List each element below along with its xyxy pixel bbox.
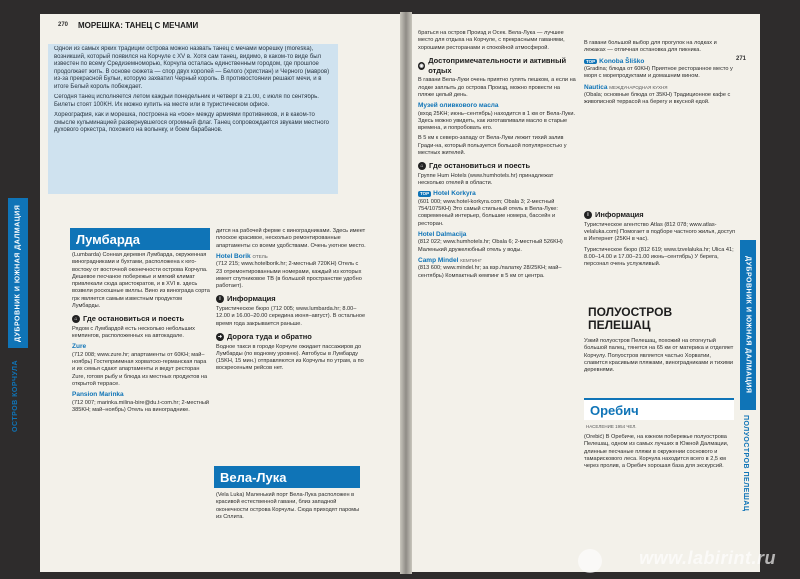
- stay-text-right: Группе Hum Hotels (www.humhotels.hr) принадлежат несколько отелей в области.: [418, 172, 554, 187]
- venue-borik-text: (712 215; www.hotelborik.hr; 2-местный 720KH) Отель с 23 отремонтированными номерами, каждый из которых имеет спутниковое ТВ (в большой пространстве удобно работает).: [216, 261, 362, 290]
- info-text: Туристическое бюро (712 005; www.lumbarda.hr; 8.00–12.00 и 16.00–20.00 середина июня–август). В остальное время года закрывается раньше.: [216, 306, 366, 327]
- subheading-info-right: i Информация: [584, 210, 736, 220]
- box-paragraph-1: Одной из самых ярких традиций острова можно назвать танец с мечами морешку (moreška), возникший, который появился на Корчуле с XV в. Хотя сам танец, видимо, в каком-то виде был известен по всему Средиземноморью, Корчула осталась единственным городом, где прошлое продолжает жить. В основе сюжета — спор двух королей — Белого (христиан) и Черного (мавров) из-за прекрасной Бульи, которую захватил Черный король. В противостоянии решают мечи, и в итоге Белый король побеждает.: [54, 46, 330, 90]
- venue-dalmacija: Hotel Dalmacija: [418, 230, 467, 238]
- venue-camp-mindel: Camp Mindel КЕМПИНГ: [418, 256, 482, 264]
- bed-icon: ⌂: [72, 315, 80, 323]
- watermark: www.labirint.ru: [639, 548, 776, 568]
- r-col2-top: В гавани большой выбор для прогулок на лодках и лежаках — отличная остановка для пикника.: [584, 40, 717, 54]
- venue-zure: Zure: [72, 343, 87, 351]
- subheading-stay: ⌂ Где остановиться и поесть: [72, 314, 210, 324]
- section-title-orebic: Оребич: [584, 398, 734, 420]
- venue-camp-text: (813 600; www.mindel.hr; за взр./палатку 28/25KH; май–сентябрь) Компактный кемпинг в 5 км от центра.: [418, 265, 562, 279]
- venue-zure-text: (712 008; www.zure.hr; апартаменты от 60KH; май–ноябрь) Гостеприимная хорватско-германская пара и их семья сдают апартаменты и ведут ресторан Zure, готовя рыбу и блюда из местных продуктов на открытой террасе.: [72, 351, 208, 387]
- info-icon: i: [584, 211, 592, 219]
- stay-intro: Рядом с Лумбардой есть несколько небольших кемпингов, расположенных на автокадале.: [72, 325, 195, 340]
- venue-nautica: Nautica МЕЖДУНАРОДНАЯ КУХНЯ: [584, 83, 668, 91]
- top-badge: TOP: [586, 58, 596, 64]
- vela-luka-intro: (Vela Luka) Маленький порт Вела-Лука расположен в красивой естественной гавани, близ западной оконечности острова Корчулы. Сюда приходят паромы из Сплита.: [216, 492, 360, 520]
- info-atlas: Туристическое агентство Atlas (812 078; www.atlas-velaluka.com) Помогает в подборе частного жилья, доступ в Интернет (25KH в час).: [584, 221, 736, 243]
- venue-borik: Hotel Borik ОТЕЛЬ: [216, 252, 268, 260]
- lumbarda-intro: (Lumbarda) Сонная деревня Лумбарда, окруженная виноградниками и бухтами, расположена к юго-востоку от восточной оконечности острова Корчула. Дешевое песчаное побережье и мягкий климат привлекали сюда аристократов, и в XVI в. здесь возвели роскошные виллы. Вино из винограда сорта грк является самым известным продуктом Лумбарды.: [72, 252, 210, 309]
- sidebar-subtab-right: ПОЛУОСТРОВ ПЕЛЕШАЦ: [742, 415, 749, 512]
- venue-nautica-text: (Obala; основные блюда от 35KH) Традиционное кафе с живописной террасой на берегу и вкусной едой.: [584, 91, 731, 106]
- sidebar-subtab-left: ОСТРОВ КОРЧУЛА: [12, 360, 19, 432]
- watermark-logo: [578, 549, 602, 573]
- venue-sliske-text: (Gradina; блюда от 60KH) Приятное ресторанное место у моря с морепродуктами и домашним вином.: [584, 65, 733, 80]
- peljesac-text: Узкий полуостров Пелешац, похожий на отогнутый большой палец, тянется на 65 км от материка и отделяет Корчулу. Полуостров является частью Хорватии, славится красивыми пляжами, виноградниками и тихими деревнями.: [584, 338, 734, 374]
- col2-top: дится на рабочей ферме с виноградниками. Здесь имеет плоское красивое, несколько ремонтированные апартаменты со всеми удобствами. Очень уютное место.: [216, 228, 366, 249]
- subheading-transport: ➜ Дорога туда и обратно: [217, 331, 312, 341]
- info-icon: i: [216, 295, 224, 303]
- sights-text: В гавани Вела-Луки очень приятно гулять пешком, а если на лодке заплыть до острова Произд, можно провести на пляже целый день.: [418, 77, 576, 98]
- page-number-left: 270: [58, 22, 69, 28]
- sidebar-tab-right: ДУБРОВНИК И ЮЖНАЯ ДАЛМАЦИЯ: [740, 240, 756, 410]
- right-column-2-top: [584, 40, 736, 190]
- section-title-vela-luka: Вела-Лука: [214, 466, 360, 488]
- eye-icon: ◉: [419, 62, 424, 69]
- venue-korkyra: TOP Hotel Korkyra: [420, 190, 476, 198]
- box-paragraph-3: Хореография, как и морешка, построена на «бое» между армиями противников, и в каком-то смысле кульминацией развернувшегося огромный флаг. Танец сопровождается звуками местного духового оркестра, похожего на волынку, и боем барабанов.: [54, 112, 330, 133]
- subheading-stay-right: ⌂ Где остановиться и поесть: [418, 161, 576, 171]
- section-title-lumbarda: Лумбарда: [70, 228, 210, 250]
- info-box: [48, 44, 338, 194]
- bed-icon: ⌂: [418, 162, 426, 170]
- venue-dalmacija-text: (812 022; www.humhotels.hr; Obala 6; 2-местный 526KH) Маленький дружелюбный отель у воды.: [418, 239, 563, 253]
- left-column-1: [72, 252, 210, 564]
- box-paragraph-2: Сегодня танец исполняется летом каждый понедельник и четверг в 21.00, с июля по сентябрь. Билеты стоят 100KH. Их можно купить на месте или в туристическом офисе.: [54, 94, 319, 108]
- transport-text: Водное такси в городе Корчуле ожидает пассажиров до Лумбарды (по водному уровню). Автобусы в Лумбарду (15KH, 15 мин.) отправляются из Корчулы по утрам, а по воскресеньям рейсов нет.: [216, 343, 364, 372]
- r-col1-top: браться на остров Произд и Осек. Вела-Лука — лучшее место для отдыха на Корчуле, с прекрасными гаванями, хорошими ресторанами и спокойной атмосферой.: [418, 30, 565, 51]
- venue-museum: Музей оливкового масла: [418, 102, 499, 110]
- book-gutter: [400, 12, 412, 574]
- venue-korkyra-text: (601 000; www.hotel-korkyra.com; Obala 3; 2-местный 754/1075KH) Это самый стильный отель в Вела-Луке: современный интерьер, большие номера, бассейн и ресторан.: [418, 198, 558, 227]
- top-badge: TOP: [420, 191, 430, 197]
- museum-text: (вход 25KH; июнь–сентябрь) находится в 1 км от Вела-Луки. Здесь можно увидеть, как изготавливали масло в старые времена, и попробовать его.: [418, 110, 576, 132]
- right-column-1: [418, 30, 576, 564]
- south-text: В 5 км к северо-западу от Вела-Луки лежит тихий залив Гради-на, который пользуется большой популярностью у местных жителей.: [418, 135, 567, 156]
- subheading-info: i Информация: [216, 294, 366, 304]
- section-title-peljesac: ПОЛУОСТРОВ ПЕЛЕШАЦ: [588, 305, 673, 333]
- venue-marinka: Pansion Marinka: [72, 391, 124, 399]
- orebic-population: НАСЕЛЕНИЕ 1954 ЧЕЛ.: [586, 424, 637, 429]
- sidebar-tab-left: ДУБРОВНИК И ЮЖНАЯ ДАЛМАЦИЯ: [8, 198, 28, 348]
- transport-icon: ➜: [217, 333, 223, 340]
- orebic-text: (Orebić) В Оребиче, на южном побережье полуострова Пелешац, одном из самых лучших в Южной Далмации, длинные песчаные пляжи в окружении соснового и тамарискового леса. Корчула находится всего в 2,5 км через пролив, а Оребич хорошая база для экскурсий.: [584, 434, 729, 470]
- info-tourist-office: Туристическое бюро (812 619; www.tzvelaluka.hr; Ulica 41; 8.00–14.00 и 17.00–21.00 июнь–сентябрь) У берега, персонал очень услужливый.: [584, 246, 734, 268]
- venue-marinka-text: (712 007; marinka.milina-bire@du.t-com.hr; 2-местный 385KH; май–ноябрь) Отель на винограднике.: [72, 399, 210, 413]
- box-title: МОРЕШКА: ТАНЕЦ С МЕЧАМИ: [78, 21, 199, 30]
- right-column-2-info: [584, 206, 736, 302]
- venue-sliske: TOP Konoba Šliško: [586, 57, 645, 65]
- subheading-sights: ◉ Достопримечательности и активный отдых: [419, 55, 567, 75]
- page-number-right: 271: [736, 56, 747, 62]
